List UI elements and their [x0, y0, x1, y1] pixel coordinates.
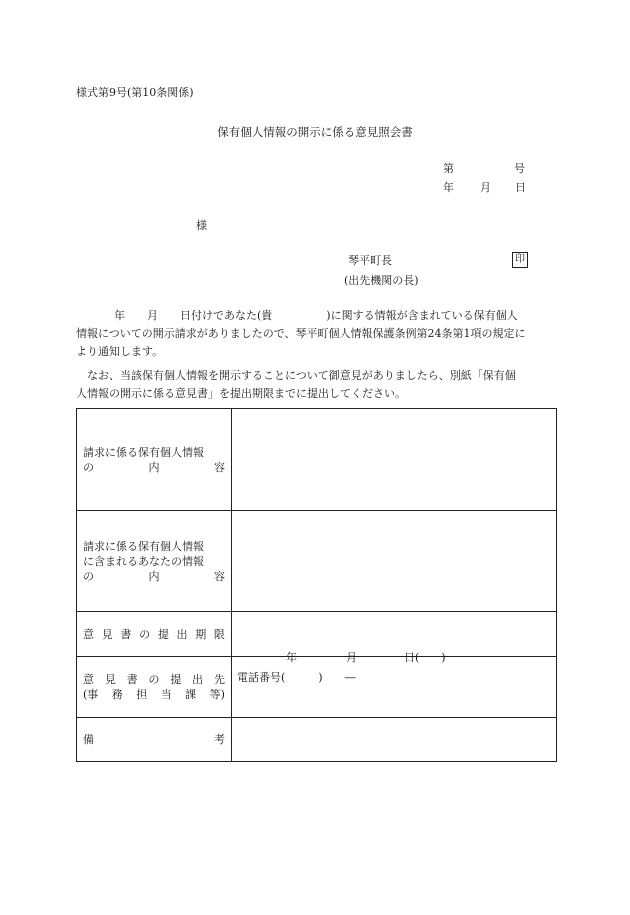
date-month: 月 [480, 181, 491, 194]
table-row-remarks [77, 718, 557, 762]
body-paragraph-2-line-2: 人情報の開示に係る意見書」を提出期限までに提出してください。 [76, 387, 406, 400]
doc-number-suffix: 号 [514, 162, 525, 175]
value-submit-to[interactable] [232, 657, 557, 718]
value-remarks[interactable] [232, 718, 557, 762]
body-p2-text: なお、当該保有個人情報を開示することについて御意見がありましたら、別紙「保有個 [87, 369, 516, 382]
value-deadline[interactable] [232, 612, 557, 664]
label-char: (事 [83, 688, 99, 701]
deadline-year: 年 [286, 651, 297, 664]
label-line-justified [83, 627, 225, 642]
label-char: 内 [148, 460, 160, 474]
label-char: 意 [83, 627, 94, 641]
body-info-text: )に関する情報が含まれている保有個人 [326, 309, 518, 322]
label-char: 当 [160, 688, 172, 701]
table-row-submit-to [77, 657, 557, 718]
label-line-justified [83, 672, 225, 687]
deadline-day: 日( ) [404, 651, 446, 664]
label-char: 見 [104, 673, 116, 686]
body-paragraph-2-line-1 [76, 367, 556, 385]
label-char: の [83, 569, 94, 583]
document-title: 保有個人情報の開示に係る意見照会書 [217, 125, 413, 139]
label-char: 書 [120, 627, 132, 641]
label-remarks [77, 718, 232, 762]
table-row-deadline [77, 612, 557, 657]
label-char: 容 [214, 569, 225, 583]
label-char: 出 [192, 673, 204, 686]
info-table [76, 408, 557, 762]
label-char: 備 [83, 733, 94, 746]
body-year: 年 [114, 309, 125, 322]
label-char: 期 [195, 627, 207, 641]
label-char: 先 [213, 673, 225, 686]
doc-number-prefix: 第 [443, 162, 454, 175]
label-line-justified [83, 687, 225, 702]
sender-subtitle: (出先機関の長) [344, 274, 419, 287]
phone-number-line: 電話番号( ) ― [237, 671, 356, 684]
label-char: 考 [214, 733, 225, 746]
label-char: の [139, 627, 151, 641]
label-char: 意 [83, 673, 94, 686]
form-label: 様式第9号(第10条関係) [76, 86, 194, 99]
label-char: 出 [176, 627, 188, 641]
label-char: 提 [157, 627, 169, 641]
body-paragraph-1-line-3: より通知します。 [76, 345, 164, 358]
date-day: 日 [515, 181, 526, 194]
seal-mark: 印 [512, 252, 528, 268]
label-your-info [77, 511, 232, 612]
body-paragraph-1-line-2: 情報についての開示請求がありましたので、琴平町個人情報保護条例第24条第1項の規定に [76, 327, 526, 340]
date-year: 年 [443, 181, 454, 194]
label-char: 見 [101, 627, 113, 641]
body-month: 月 [147, 309, 158, 322]
sender-name: 琴平町長 [348, 254, 392, 267]
label-submit-to [77, 657, 232, 718]
label-line-justified [83, 460, 225, 475]
value-your-info[interactable] [232, 511, 557, 612]
label-line: 請求に係る保有個人情報 [83, 539, 204, 553]
label-requested-info [77, 409, 232, 511]
body-paragraph-1-line-1 [76, 307, 556, 325]
label-char: 内 [148, 569, 160, 583]
label-char: の [148, 673, 160, 686]
label-char: の [83, 460, 94, 474]
deadline-month: 月 [346, 651, 357, 664]
label-deadline [77, 612, 232, 657]
table-row-your-info [77, 511, 557, 612]
label-char: 容 [214, 460, 225, 474]
label-char: 担 [136, 688, 148, 701]
label-char: 書 [126, 673, 138, 686]
label-line: 請求に係る保有個人情報 [83, 445, 204, 459]
label-char: 務 [111, 688, 123, 701]
label-char: 等) [209, 688, 225, 701]
label-char: 課 [185, 688, 197, 701]
label-line: に含まれるあなたの情報 [83, 554, 204, 568]
table-row-requested-info [77, 409, 557, 511]
label-char: 限 [213, 627, 225, 641]
value-requested-info[interactable] [232, 409, 557, 511]
label-line-justified [83, 569, 225, 584]
body-date-text: 日付けであなた(貴 [180, 309, 273, 322]
label-line-justified [83, 732, 225, 747]
label-char: 提 [170, 673, 182, 686]
addressee-suffix: 様 [196, 219, 207, 232]
